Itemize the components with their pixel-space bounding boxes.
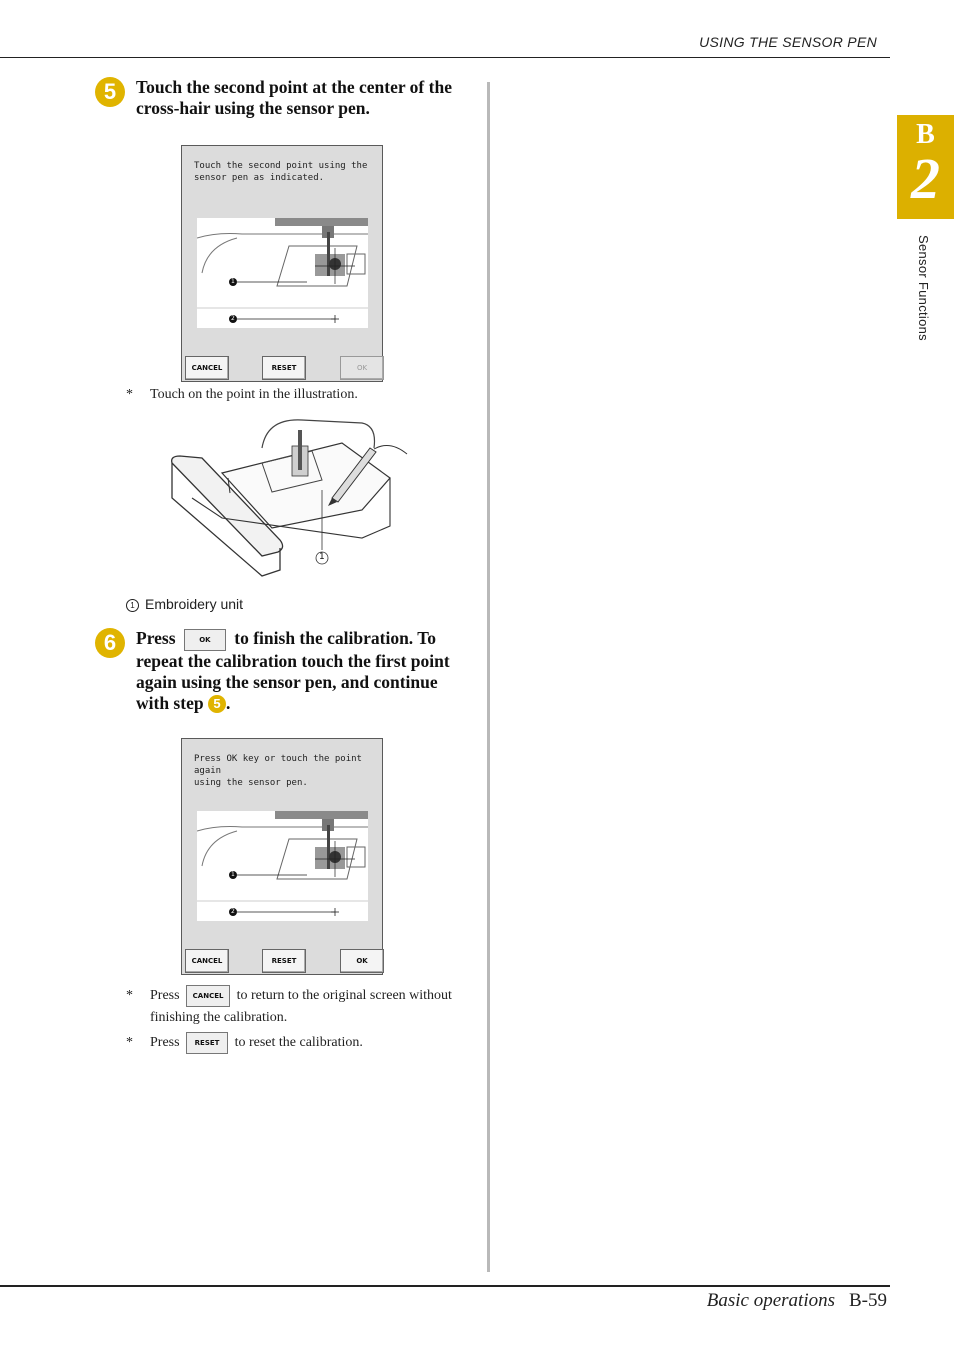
step-5-text <box>136 77 481 119</box>
step-6-note-cancel <box>126 985 476 1028</box>
page-footer <box>707 1290 887 1312</box>
screen-1-cancel-button[interactable]: CANCEL <box>185 356 229 380</box>
screen-2-cancel-button[interactable]: CANCEL <box>185 949 229 973</box>
page-number: B-59 <box>849 1290 887 1311</box>
step-5-badge: 5 <box>95 77 125 107</box>
calibration-screen-1 <box>181 145 383 382</box>
step-5-note <box>126 384 358 405</box>
screen-1-message-line-2: sensor pen as indicated. <box>194 173 325 183</box>
column-divider <box>487 82 490 1272</box>
note-cancel-line-1 <box>126 985 476 1007</box>
screen-2-marker-1: 1 <box>231 871 235 878</box>
legend-number: 1 <box>126 599 139 612</box>
screen-2-illustration <box>197 811 368 921</box>
step-6-line-1 <box>136 628 481 651</box>
step-6-line-4 <box>136 693 481 714</box>
illustration-legend <box>126 596 243 612</box>
screen-1-ok-button[interactable]: OK <box>340 356 384 380</box>
machine-bed-drawing-2 <box>197 811 368 921</box>
step-6-press-word: Press <box>136 628 176 648</box>
side-section-label: Sensor Functions <box>916 235 931 341</box>
step-6-badge: 6 <box>95 628 125 658</box>
step-6-text <box>136 628 481 714</box>
screen-1-marker-1: 1 <box>231 278 235 285</box>
note-reset-rest: to reset the calibration. <box>234 1035 363 1051</box>
note-cancel-press: Press <box>150 988 180 1004</box>
footer-rule <box>0 1285 890 1287</box>
screen-2-message <box>194 753 382 789</box>
running-header: USING THE SENSOR PEN <box>699 34 877 50</box>
note-bullet: * <box>126 1035 133 1051</box>
note-cancel-rest: to return to the original screen without <box>236 988 452 1004</box>
chapter-number: 2 <box>911 146 940 211</box>
step-6-line-2: repeat the calibration touch the first point <box>136 650 450 671</box>
header-rule <box>0 57 890 58</box>
screen-2-ok-button[interactable]: OK <box>340 949 384 973</box>
step-6-line-3: again using the sensor pen, and continue <box>136 671 438 692</box>
callout-marker-1: 1 <box>319 552 325 562</box>
screen-2-message-line-2: using the sensor pen. <box>194 778 308 788</box>
step-5-line-2: cross-hair using the sensor pen. <box>136 98 370 118</box>
note-bullet: * <box>126 988 133 1004</box>
step-6-line-4-a: with step <box>136 692 204 713</box>
screen-1-marker-2: 2 <box>231 315 235 322</box>
note-cancel-line-2: finishing the calibration. <box>150 1010 288 1025</box>
inline-reset-button[interactable]: RESET <box>186 1032 228 1054</box>
step-6-line-1-rest: to finish the calibration. To <box>234 628 437 648</box>
screen-2-reset-button[interactable]: RESET <box>262 949 306 973</box>
footer-section: Basic operations <box>706 1290 835 1311</box>
step-6-note-reset <box>126 1032 476 1054</box>
screen-2-message-line-1: Press OK key or touch the point again <box>194 754 362 776</box>
step-5-line-1: Touch the second point at the center of the <box>136 77 452 97</box>
screen-1-message-line-1: Touch the second point using the <box>194 161 368 171</box>
step-5-note-text: Touch on the point in the illustration. <box>150 387 358 402</box>
inline-ok-button[interactable]: OK <box>184 629 226 651</box>
screen-1-reset-button[interactable]: RESET <box>262 356 306 380</box>
screen-1-message <box>194 160 367 184</box>
embroidery-machine-drawing <box>162 418 412 578</box>
inline-cancel-button[interactable]: CANCEL <box>186 985 230 1007</box>
note-reset-press: Press <box>150 1035 180 1051</box>
calibration-screen-2 <box>181 738 383 975</box>
legend-text: Embroidery unit <box>145 596 244 612</box>
screen-1-illustration <box>197 218 368 328</box>
screen-2-marker-2: 2 <box>231 908 235 915</box>
chapter-tab <box>897 115 954 219</box>
step-6-line-4-b: . <box>225 692 231 713</box>
step-5-reference-badge: 5 <box>208 695 226 713</box>
machine-bed-drawing <box>197 218 368 328</box>
chapter-letter: B <box>916 119 935 150</box>
embroidery-unit-illustration <box>162 418 412 578</box>
note-bullet: * <box>126 387 133 402</box>
